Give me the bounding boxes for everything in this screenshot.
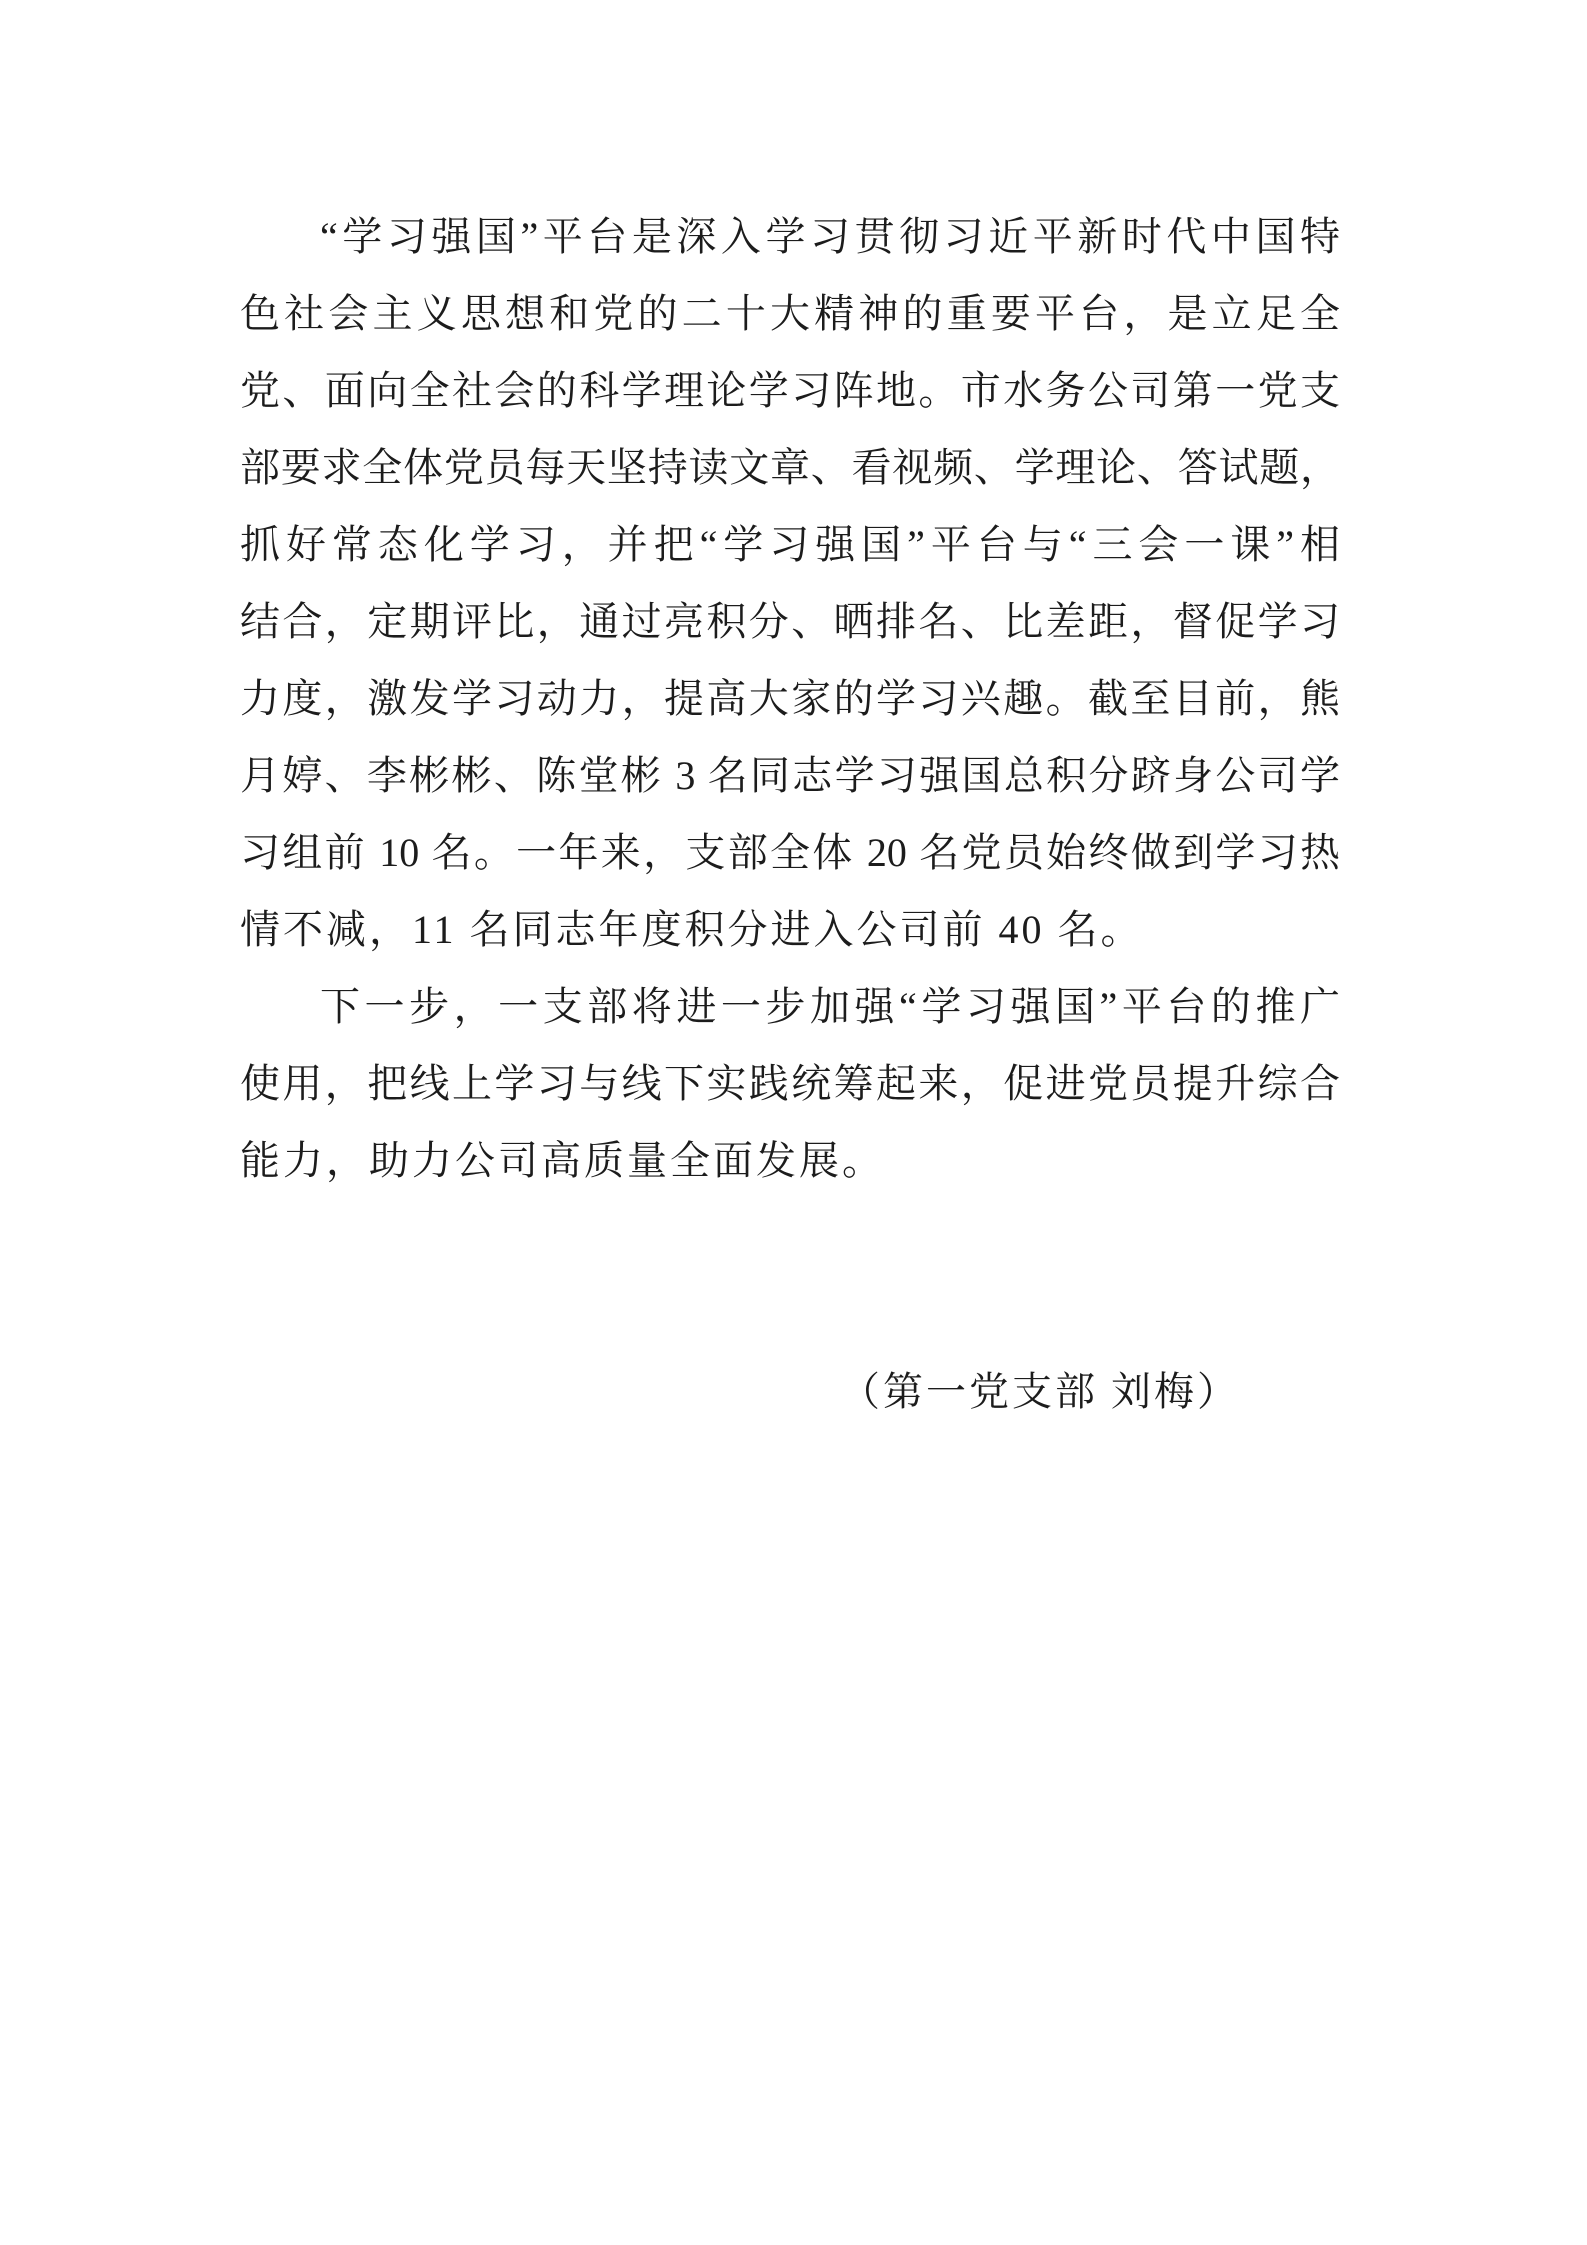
text-line: 月婷、李彬彬、陈堂彬 3 名同志学习强国总积分跻身公司学 — [240, 753, 1340, 798]
text-line: 部要求全体党员每天坚持读文章、看视频、学理论、答试题， — [240, 445, 1340, 490]
body-text — [240, 198, 1340, 1430]
text-line: 下一步，一支部将进一步加强“学习强国”平台的推广 — [320, 984, 1340, 1029]
text-line: 党、面向全社会的科学理论学习阵地。市水务公司第一党支 — [240, 368, 1340, 413]
text-line: 抓好常态化学习，并把“学习强国”平台与“三会一课”相 — [240, 522, 1340, 567]
text-line: 色社会主义思想和党的二十大精神的重要平台，是立足全 — [240, 291, 1340, 336]
text-line: 习组前 10 名。一年来，支部全体 20 名党员始终做到学习热 — [240, 830, 1340, 875]
text-line: 情不减，11 名同志年度积分进入公司前 40 名。 — [240, 907, 1144, 952]
text-line: 能力，助力公司高质量全面发展。 — [240, 1138, 885, 1183]
text-line: 力度，激发学习动力，提高大家的学习兴趣。截至目前，熊 — [240, 676, 1340, 721]
text-line: 结合，定期评比，通过亮积分、晒排名、比差距，督促学习 — [240, 599, 1340, 644]
text-line: 使用，把线上学习与线下实践统筹起来，促进党员提升综合 — [240, 1061, 1340, 1106]
text-line: “学习强国”平台是深入学习贯彻习近平新时代中国特 — [320, 214, 1340, 259]
signature-line: （第一党支部 刘梅） — [840, 1369, 1240, 1414]
